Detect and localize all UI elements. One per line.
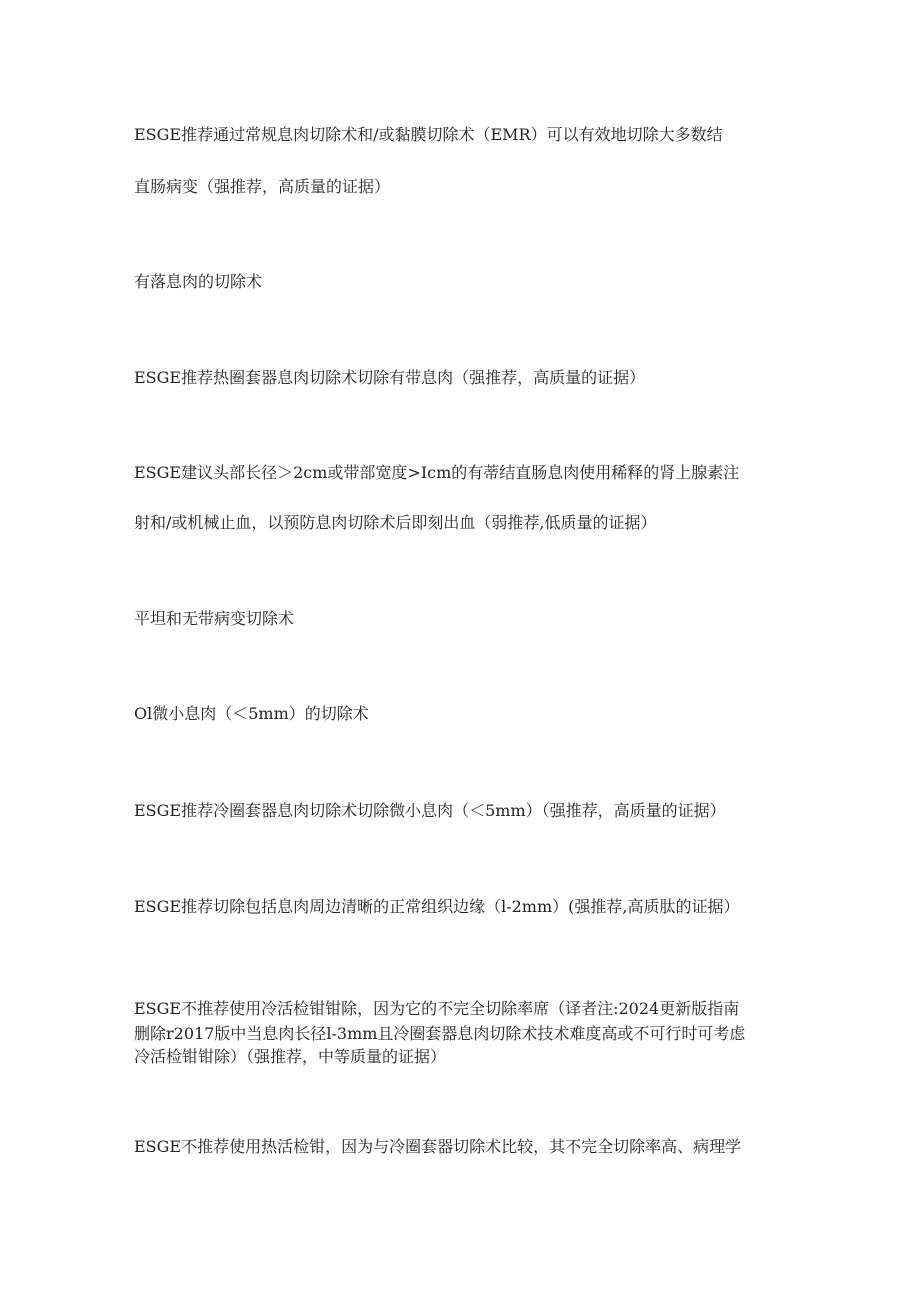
subsection-heading-diminutive: Ol微小息肉（＜5mm）的切除术 xyxy=(134,704,369,723)
paragraph-line-11: ESGE不推荐使用热活检钳，因为与冷圈套器切除术比较，其不完全切除率高、病理学 xyxy=(134,1137,742,1156)
section-heading-pedunculated: 有落息肉的切除术 xyxy=(134,272,263,291)
paragraph-line-1: ESGE推荐通过常规息肉切除术和/或黏膜切除术（EMR）可以有效地切除大多数结 xyxy=(134,125,723,144)
section-heading-flat-sessile: 平坦和无带病变切除术 xyxy=(134,609,295,628)
paragraph-line-4: ESGE建议头部长径＞2cm或带部宽度>Icm的有蒂结直肠息肉使用稀释的肾上腺素注 xyxy=(134,463,740,482)
paragraph-line-6: ESGE推荐冷圈套器息肉切除术切除微小息肉（＜5mm）（强推荐，高质量的证据） xyxy=(134,801,726,820)
paragraph-line-9: 删除r2017版中当息肉长径l-3mm且冷圈套器息肉切除术技术难度高或不可行时可考虑 xyxy=(134,1024,746,1043)
paragraph-line-3: ESGE推荐热圈套器息肉切除术切除有带息肉（强推荐，高质量的证据） xyxy=(134,368,646,387)
paragraph-line-5: 射和/或机械止血，以预防息肉切除术后即刻出血（弱推荐,低质量的证据） xyxy=(134,513,657,532)
paragraph-line-8: ESGE不推荐使用冷活检钳钳除，因为它的不完全切除率席（译者注:2024更新版指南 xyxy=(134,999,740,1018)
paragraph-line-7: ESGE推荐切除包括息肉周边清晰的正常组织边缘（l-2mm）(强推荐,高质肽的证据） xyxy=(134,897,740,916)
paragraph-line-2: 直肠病变（强推荐，高质量的证据） xyxy=(134,177,391,196)
paragraph-line-10: 冷活检钳钳除）（强推荐，中等质量的证据） xyxy=(134,1047,447,1066)
